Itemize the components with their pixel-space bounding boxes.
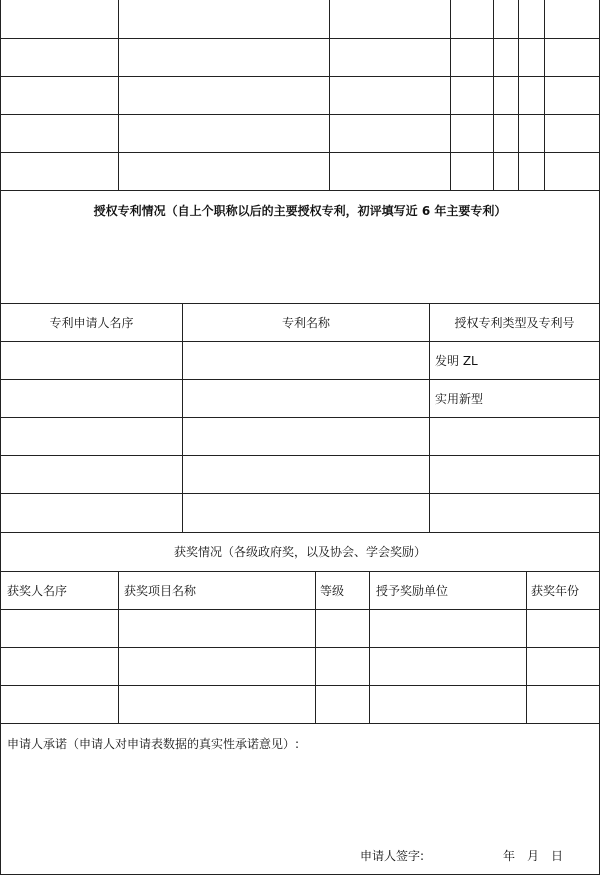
awards-row-cell (118, 685, 316, 724)
top-table-cell (450, 76, 494, 115)
top-table-cell (450, 38, 494, 77)
top-table-cell (518, 152, 545, 191)
top-table-cell (493, 152, 519, 191)
awards-header-project-name: 获奖项目名称 (124, 584, 197, 598)
patent-header-type-number: 授权专利类型及专利号 (454, 316, 575, 330)
awards-row-cell (526, 609, 600, 648)
top-table-cell (450, 0, 494, 39)
awards-row-cell (369, 609, 527, 648)
patent-row-cell (182, 417, 430, 456)
patent-row-cell (0, 379, 183, 418)
awards-row-cell (0, 647, 119, 686)
top-table-cell (329, 38, 451, 77)
top-table-cell (518, 38, 545, 77)
patent-type-invention: 发明 ZL (435, 354, 478, 368)
patent-row-cell (182, 493, 430, 533)
awards-header-awarding-unit: 授予奖励单位 (376, 584, 449, 598)
top-table-cell (118, 0, 330, 39)
signature-label: 申请人签字: (360, 849, 425, 863)
top-table-cell (0, 0, 119, 39)
awards-row-cell (118, 647, 316, 686)
patent-row-cell (0, 493, 183, 533)
signature-month: 月 (527, 849, 540, 863)
top-table-cell (493, 0, 519, 39)
patent-row-cell (182, 379, 430, 418)
commitment-label: 申请人承诺（申请人对申请表数据的真实性承诺意见）: (7, 737, 300, 751)
patent-row-cell (0, 341, 183, 380)
patent-row-cell (429, 455, 600, 494)
top-table-cell (0, 76, 119, 115)
awards-row-cell (369, 685, 527, 724)
top-table-cell (329, 76, 451, 115)
patent-row-cell (429, 417, 600, 456)
top-table-cell (450, 152, 494, 191)
top-table-cell (329, 114, 451, 153)
awards-row-cell (315, 609, 370, 648)
awards-row-cell (526, 685, 600, 724)
signature-day: 日 (551, 849, 564, 863)
top-table-cell (118, 76, 330, 115)
top-table-cell (329, 152, 451, 191)
top-table-cell (518, 0, 545, 39)
awards-row-cell (0, 609, 119, 648)
patent-row-cell (182, 341, 430, 380)
awards-header-grade: 等级 (320, 584, 345, 598)
awards-row-cell (118, 609, 316, 648)
top-table-cell (493, 38, 519, 77)
top-table-cell (544, 114, 600, 153)
top-table-cell (518, 114, 545, 153)
top-table-cell (544, 38, 600, 77)
signature-year: 年 (503, 849, 516, 863)
top-table-cell (493, 76, 519, 115)
patent-row-cell (429, 493, 600, 533)
patent-section-title: 授权专利情况（自上个职称以后的主要授权专利，初评填写近 6 年主要专利） (93, 204, 507, 218)
top-table-cell (118, 38, 330, 77)
top-table-cell (118, 152, 330, 191)
awards-row-cell (315, 647, 370, 686)
top-table-cell (0, 38, 119, 77)
top-table-cell (544, 0, 600, 39)
top-table-cell (518, 76, 545, 115)
patent-header-applicant-order: 专利申请人名序 (49, 316, 134, 330)
top-table-cell (493, 114, 519, 153)
awards-row-cell (526, 647, 600, 686)
awards-row-cell (369, 647, 527, 686)
patent-row-cell (0, 417, 183, 456)
top-table-cell (450, 114, 494, 153)
top-table-cell (544, 152, 600, 191)
top-table-cell (329, 0, 451, 39)
top-table-cell (544, 76, 600, 115)
top-table-cell (0, 114, 119, 153)
awards-section-title: 获奖情况（各级政府奖，以及协会、学会奖励） (173, 545, 426, 559)
awards-row-cell (315, 685, 370, 724)
top-table-cell (0, 152, 119, 191)
awards-row-cell (0, 685, 119, 724)
awards-header-year: 获奖年份 (531, 584, 580, 598)
awards-header-winner-order: 获奖人名序 (7, 584, 68, 598)
patent-row-cell (0, 455, 183, 494)
top-table-cell (118, 114, 330, 153)
patent-header-patent-name: 专利名称 (281, 316, 330, 330)
patent-type-utility-model: 实用新型 (435, 392, 484, 406)
patent-row-cell (182, 455, 430, 494)
